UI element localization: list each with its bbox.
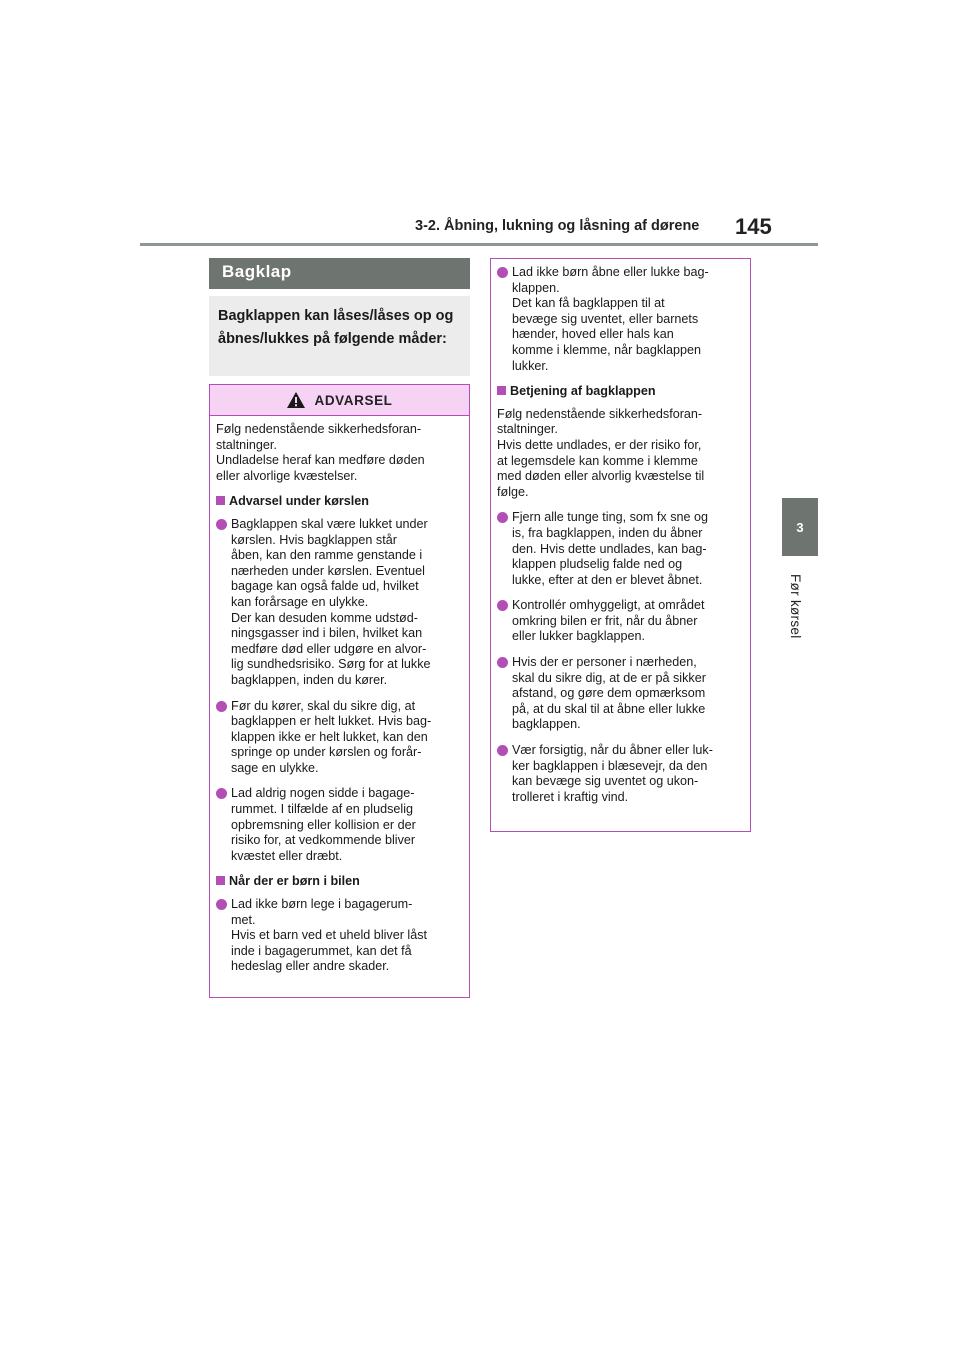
bullet-dot-icon: [216, 788, 227, 799]
subheading-operation: [497, 384, 742, 400]
page-number: 145: [735, 214, 772, 239]
running-header-title: 3-2. Åbning, lukning og låsning af dørene: [415, 218, 700, 234]
intro-text: Bagklappen kan låses/låses op og åbnes/lukkes på følgende måder:: [218, 308, 454, 347]
list-item: [216, 786, 461, 864]
list-item: [216, 897, 461, 975]
list-item-text: Før du kører, skal du sikre dig, at bagklappen er helt lukket. Hvis bag- klappen ikke er helt lukket, kan den springe op under kørslen og forår- sage en ulykke.: [231, 698, 432, 775]
list-item-text: Lad aldrig nogen sidde i bagage- rummet. I tilfælde af en pludselig opbremsning eller kollision er der risiko for, at vedkommende bliver kvæstet eller dræbt.: [231, 786, 416, 863]
list-item: [216, 699, 461, 777]
list-item-text: Fjern alle tunge ting, som fx sne og is, fra bagklappen, inden du åbner den. Hvis dette undlades, kan bag- klappen pludselig falde ned og lukke, efter at den er blevet åbnet.: [512, 510, 709, 587]
square-bullet-icon: [216, 496, 225, 505]
list-item: [497, 265, 742, 374]
bullet-dot-icon: [497, 600, 508, 611]
subheading-children: [216, 874, 461, 890]
list-item: [216, 517, 461, 689]
warning-intro: Følg nedenstående sikkerhedsforan- staltninger. Hvis dette undlades, er der risiko for, at legemsdele kan komme i klemme med døden eller alvorlig kvæstelse til følge.: [497, 406, 705, 499]
bullet-dot-icon: [497, 745, 508, 756]
bullet-dot-icon: [216, 899, 227, 910]
list-item-text: Vær forsigtig, når du åbner eller luk- ker bagklappen i blæsevejr, da den kan bevæge sig uventet og ukon- trolleret i kraftig vind.: [512, 743, 713, 804]
subheading-text: Advarsel under kørslen: [229, 494, 369, 509]
bullet-dot-icon: [216, 701, 227, 712]
bullet-dot-icon: [497, 657, 508, 668]
subheading-text: Betjening af bagklappen: [510, 384, 656, 399]
bullet-dot-icon: [497, 267, 508, 278]
bullet-dot-icon: [497, 512, 508, 523]
chapter-label: Før kørsel: [788, 574, 803, 639]
warning-header: [210, 385, 469, 416]
list-item: [497, 510, 742, 588]
chapter-number: 3: [796, 519, 804, 535]
list-item-text: Lad ikke børn åbne eller lukke bag- klappen. Det kan få bagklappen til at bevæge sig uventet, eller barnets hænder, hoved eller hals kan komme i klemme, når bagklappen lukker.: [512, 265, 709, 373]
bullet-dot-icon: [216, 519, 227, 530]
list-item: [497, 655, 742, 733]
list-item: [497, 743, 742, 805]
list-item-text: Lad ikke børn lege i bagagerum- met. Hvis et barn ved et uheld bliver låst inde i bagagerummet, kan det få hedeslag eller andre skader.: [231, 897, 428, 974]
list-item: [497, 598, 742, 645]
square-bullet-icon: [216, 876, 225, 885]
list-item-text: Bagklappen skal være lukket under kørslen. Hvis bagklappen står åben, kan den ramme genstande i nærheden under kørslen. Eventuel bagage kan også falde ud, hvilket kan forårsage en ulykke. Der kan desuden komme udstød- ningsgasser ind i bilen, hvilket kan medføre død eller udgøre en alvor- lig sundhedsrisiko. Sørg for at lukke bagklappen, inden du kører.: [231, 516, 431, 687]
subheading-driving: [216, 494, 461, 510]
warning-label: ADVARSEL: [314, 392, 393, 408]
chapter-tab[interactable]: [782, 498, 818, 556]
subheading-text: Når der er børn i bilen: [229, 874, 360, 889]
list-item-text: Kontrollér omhyggeligt, at området omkring bilen er frit, når du åbner eller lukker bagklappen.: [512, 598, 705, 644]
warning-triangle-icon: [286, 391, 306, 409]
header-divider: [140, 243, 818, 246]
warning-intro: Følg nedenstående sikkerhedsforan- staltninger. Undladelse heraf kan medføre døden eller alvorlige kvæstelser.: [216, 422, 425, 483]
warning-box-right: [490, 258, 751, 832]
section-heading: Bagklap: [209, 258, 470, 289]
list-item-text: Hvis der er personer i nærheden, skal du sikre dig, at de er på sikker afstand, og gøre dem opmærksom på, at du skal til at åbne eller lukke bagklappen.: [512, 655, 706, 732]
intro-box: [209, 296, 470, 376]
warning-box-left: [209, 384, 470, 998]
square-bullet-icon: [497, 386, 506, 395]
